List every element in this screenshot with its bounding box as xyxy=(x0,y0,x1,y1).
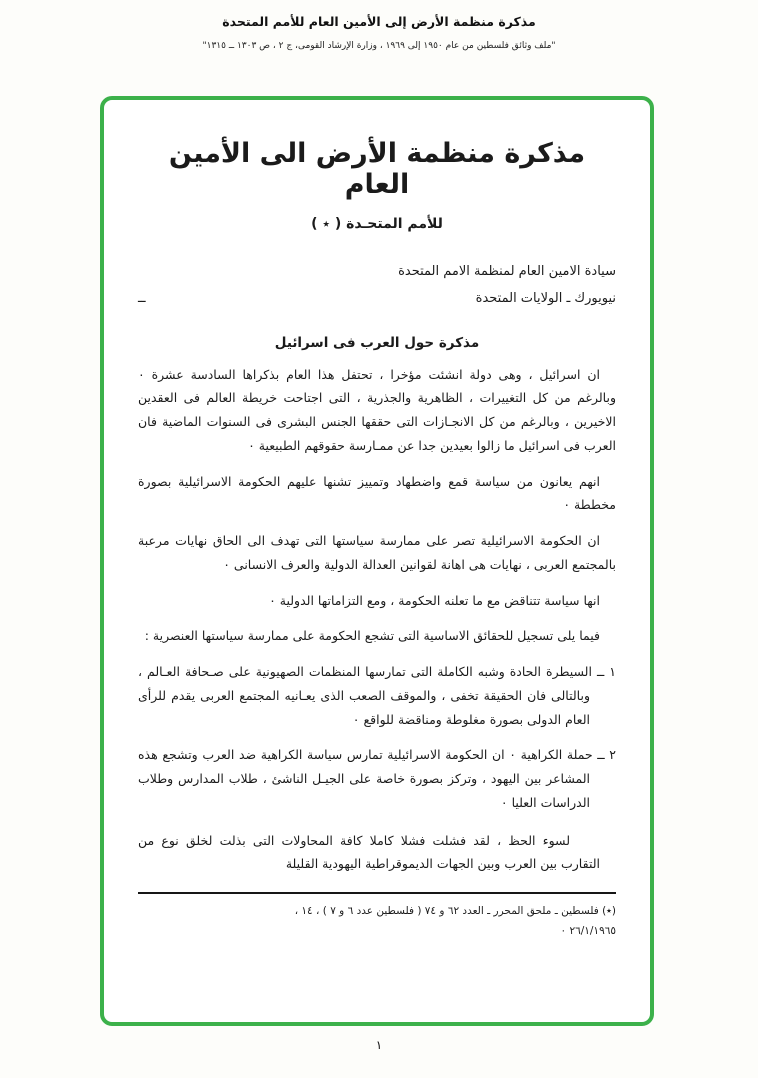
paragraph-5: فيما يلى تسجيل للحقائق الاساسية التى تشجع الحكومة على ممارسة سياستها العنصرية : xyxy=(144,628,600,644)
document-frame xyxy=(100,96,654,1026)
paragraph-4: انها سياسة تتناقض مع ما تعلنه الحكومة ، ومع التزاماتها الدولية ٠ xyxy=(269,592,600,608)
list-item-1-number: ١ ــ xyxy=(596,664,616,680)
document-content xyxy=(104,100,650,1022)
list-item-1 xyxy=(138,660,616,731)
footnote-line-2: ٢٦/١/١٩٦٥ ٠ xyxy=(560,925,616,938)
document-body xyxy=(138,363,616,877)
salutation-block xyxy=(138,258,616,313)
page-header xyxy=(0,14,758,51)
salutation-line-2 xyxy=(138,285,616,312)
salutation-line-1: سيادة الامين العام لمنظمة الامم المتحدة xyxy=(398,264,616,279)
list-item-2-number: ٢ ــ xyxy=(597,747,616,763)
header-title: مذكرة منظمة الأرض إلى الأمين العام للأمم المتحدة xyxy=(222,14,536,29)
salutation-dash: ــ xyxy=(138,291,146,307)
section-heading: مذكرة حول العرب فى اسرائيل xyxy=(274,334,480,351)
document-subtitle: للأمم المتحـدة ( ٭ ) xyxy=(311,216,443,232)
footnote-block xyxy=(138,902,616,942)
list-item-2 xyxy=(138,743,616,814)
document-title: مذكرة منظمة الأرض الى الأمين العام xyxy=(168,138,586,200)
list-item-1-text: السيطرة الحادة وشبه الكاملة التى تمارسها المنظمات الصهيونية على صـحافة العـالم ، وبالتالى فان الحقيقة تخفى ، والموقف الصعب الذى يعـانيه المجتمع العربى يقدم للرأى العام الدولى بصورة مغلوطة ومناقضة للواقع ٠ xyxy=(138,664,592,727)
paragraph-3: ان الحكومة الاسرائيلية تصر على ممارسة سياستها التى تهدف الى الحاق نهايات مرعبة بالمجتمع العربى ، نهايات هى اهانة لقوانين العدالة الدولية والعرف الانسانى ٠ xyxy=(138,533,616,572)
header-source-line: "ملف وثائق فلسطين من عام ١٩٥٠ إلى ١٩٦٩ ، وزارة الإرشاد القومى، ج ٢ ، ص ١٣٠٣ ــ ١٣١٥" xyxy=(202,41,556,51)
page-number: ١ xyxy=(375,1038,383,1052)
list-item-2-text: حملة الكراهية ٠ ان الحكومة الاسرائيلية تمارس سياسة الكراهية ضد العرب وتشجع هذه المشاعر بين اليهود ، وتركز بصورة خاصة على الجيـل الناشئ ، طلاب المدارس وطلاب الدراسات العليا ٠ xyxy=(138,747,593,810)
footnote-line-1: (٭) فلسطين ـ ملحق المحرر ـ العدد ٦٢ و ٧٤ ( فلسطين عدد ٦ و ٧ ) ، ١٤ ، xyxy=(294,905,616,918)
salutation-city: نيويورك ـ الولايات المتحدة xyxy=(475,291,616,307)
footnote-separator xyxy=(138,892,616,894)
paragraph-1: ان اسرائيل ، وهى دولة انشئت مؤخرا ، تحتفل هذا العام بذكراها السادسة عشرة ٠ وبالرغم من كل التغييرات ، الظاهرية والجذرية ، التى اجتاحت خريطة العالم فى العقدين الاخيرين ، وبالرغم من كل الانجـازات التى حققها الجنس البشرى فى السنوات الماضية فان العرب فى اسرائيل ما زالوا بعيدين جدا عن ممـارسة حقوقهم الطبيعية ٠ xyxy=(138,366,616,453)
paragraph-2: انهم يعانون من سياسة قمع واضطهاد وتمييز تشنها عليهم الحكومة الاسرائيلية بصورة مخططة ٠ xyxy=(138,473,616,513)
closing-paragraph: لسوء الحظ ، لقد فشلت فشلا كاملا كافة المحاولات التى بذلت لخلق نوع من التقارب بين العرب وبين الجهات الديموقراطية اليهودية القليلة xyxy=(138,832,600,872)
